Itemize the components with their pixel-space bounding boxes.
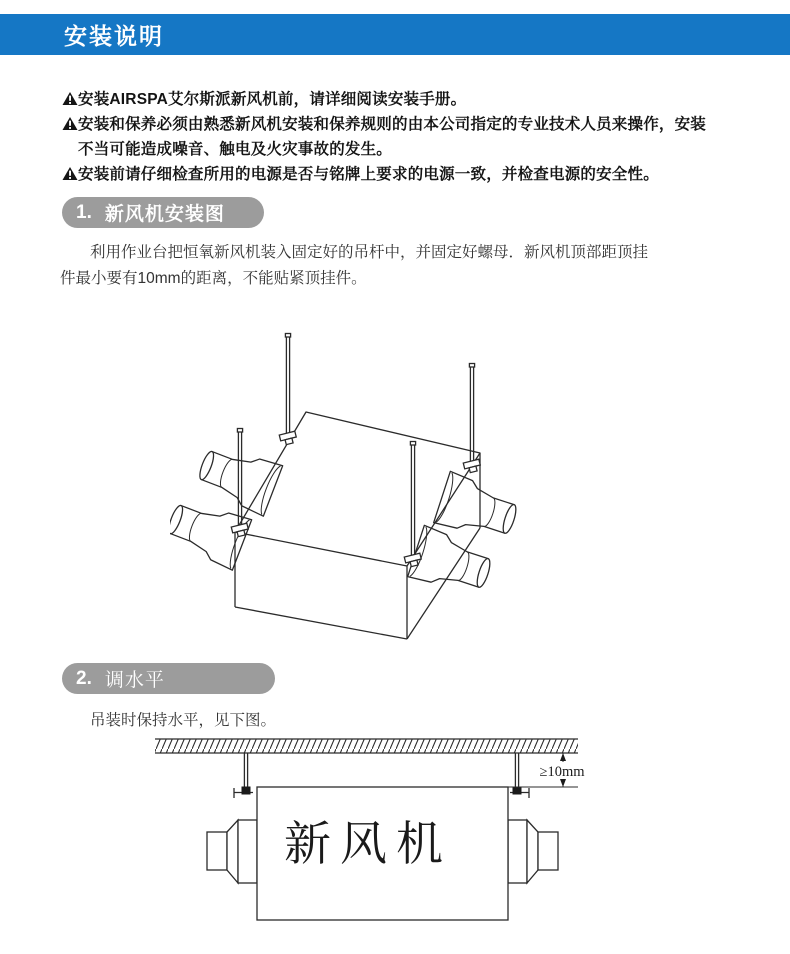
fresh-air-unit-isometric-diagram <box>170 329 522 654</box>
warning-text: 安装和保养必须由熟悉新风机安装和保养规则的由本公司指定的专业技术人员来操作，安装 不当可能造成噪音、触电及火灾事故的发生。 <box>78 116 707 158</box>
duct-connector <box>207 820 257 883</box>
hanging-rod <box>463 364 481 474</box>
warning-text: 安装前请仔细检查所用的电源是否与铭牌上要求的电源一致，并检查电源的安全性。 <box>78 166 659 183</box>
warning-text: 安装AIRSPA艾尔斯派新风机前，请详细阅读安装手册。 <box>78 91 467 108</box>
leveling-caption: 吊装时保持水平，见下图。 <box>90 712 277 729</box>
dimension-label: ≥10mm <box>539 764 585 780</box>
installation-paragraph: 利用作业台把恒氧新风机装入固定好的吊杆中，并固定好螺母．新风机顶部距顶挂 件最小要有10mm的距离，不能贴紧顶挂件。 <box>60 244 649 287</box>
warning-triangle-icon <box>62 167 78 181</box>
warning-item <box>62 87 768 112</box>
warning-triangle-icon <box>62 117 78 131</box>
hanging-rod <box>279 334 297 446</box>
duct-connector <box>508 820 558 883</box>
warning-list <box>62 87 768 187</box>
warning-item <box>62 162 768 187</box>
header-bar <box>0 14 790 55</box>
ceiling-hatch <box>155 739 578 753</box>
unit-label: 新风机 <box>284 819 452 871</box>
hanging-rod <box>510 753 529 798</box>
section1-number: 1. <box>76 201 92 223</box>
hanging-rod <box>234 753 253 798</box>
section1-badge <box>62 197 264 228</box>
section2-title: 调水平 <box>104 670 165 691</box>
warning-item <box>62 112 768 162</box>
duct-connector <box>408 525 496 600</box>
page-title: 安装说明 <box>64 23 164 49</box>
dimension-annotation <box>508 753 585 787</box>
ceiling-mount-side-diagram <box>150 735 590 935</box>
section2-badge <box>62 663 275 694</box>
section1-title: 新风机安装图 <box>104 204 225 225</box>
warning-triangle-icon <box>62 92 78 106</box>
section2-number: 2. <box>76 667 92 689</box>
